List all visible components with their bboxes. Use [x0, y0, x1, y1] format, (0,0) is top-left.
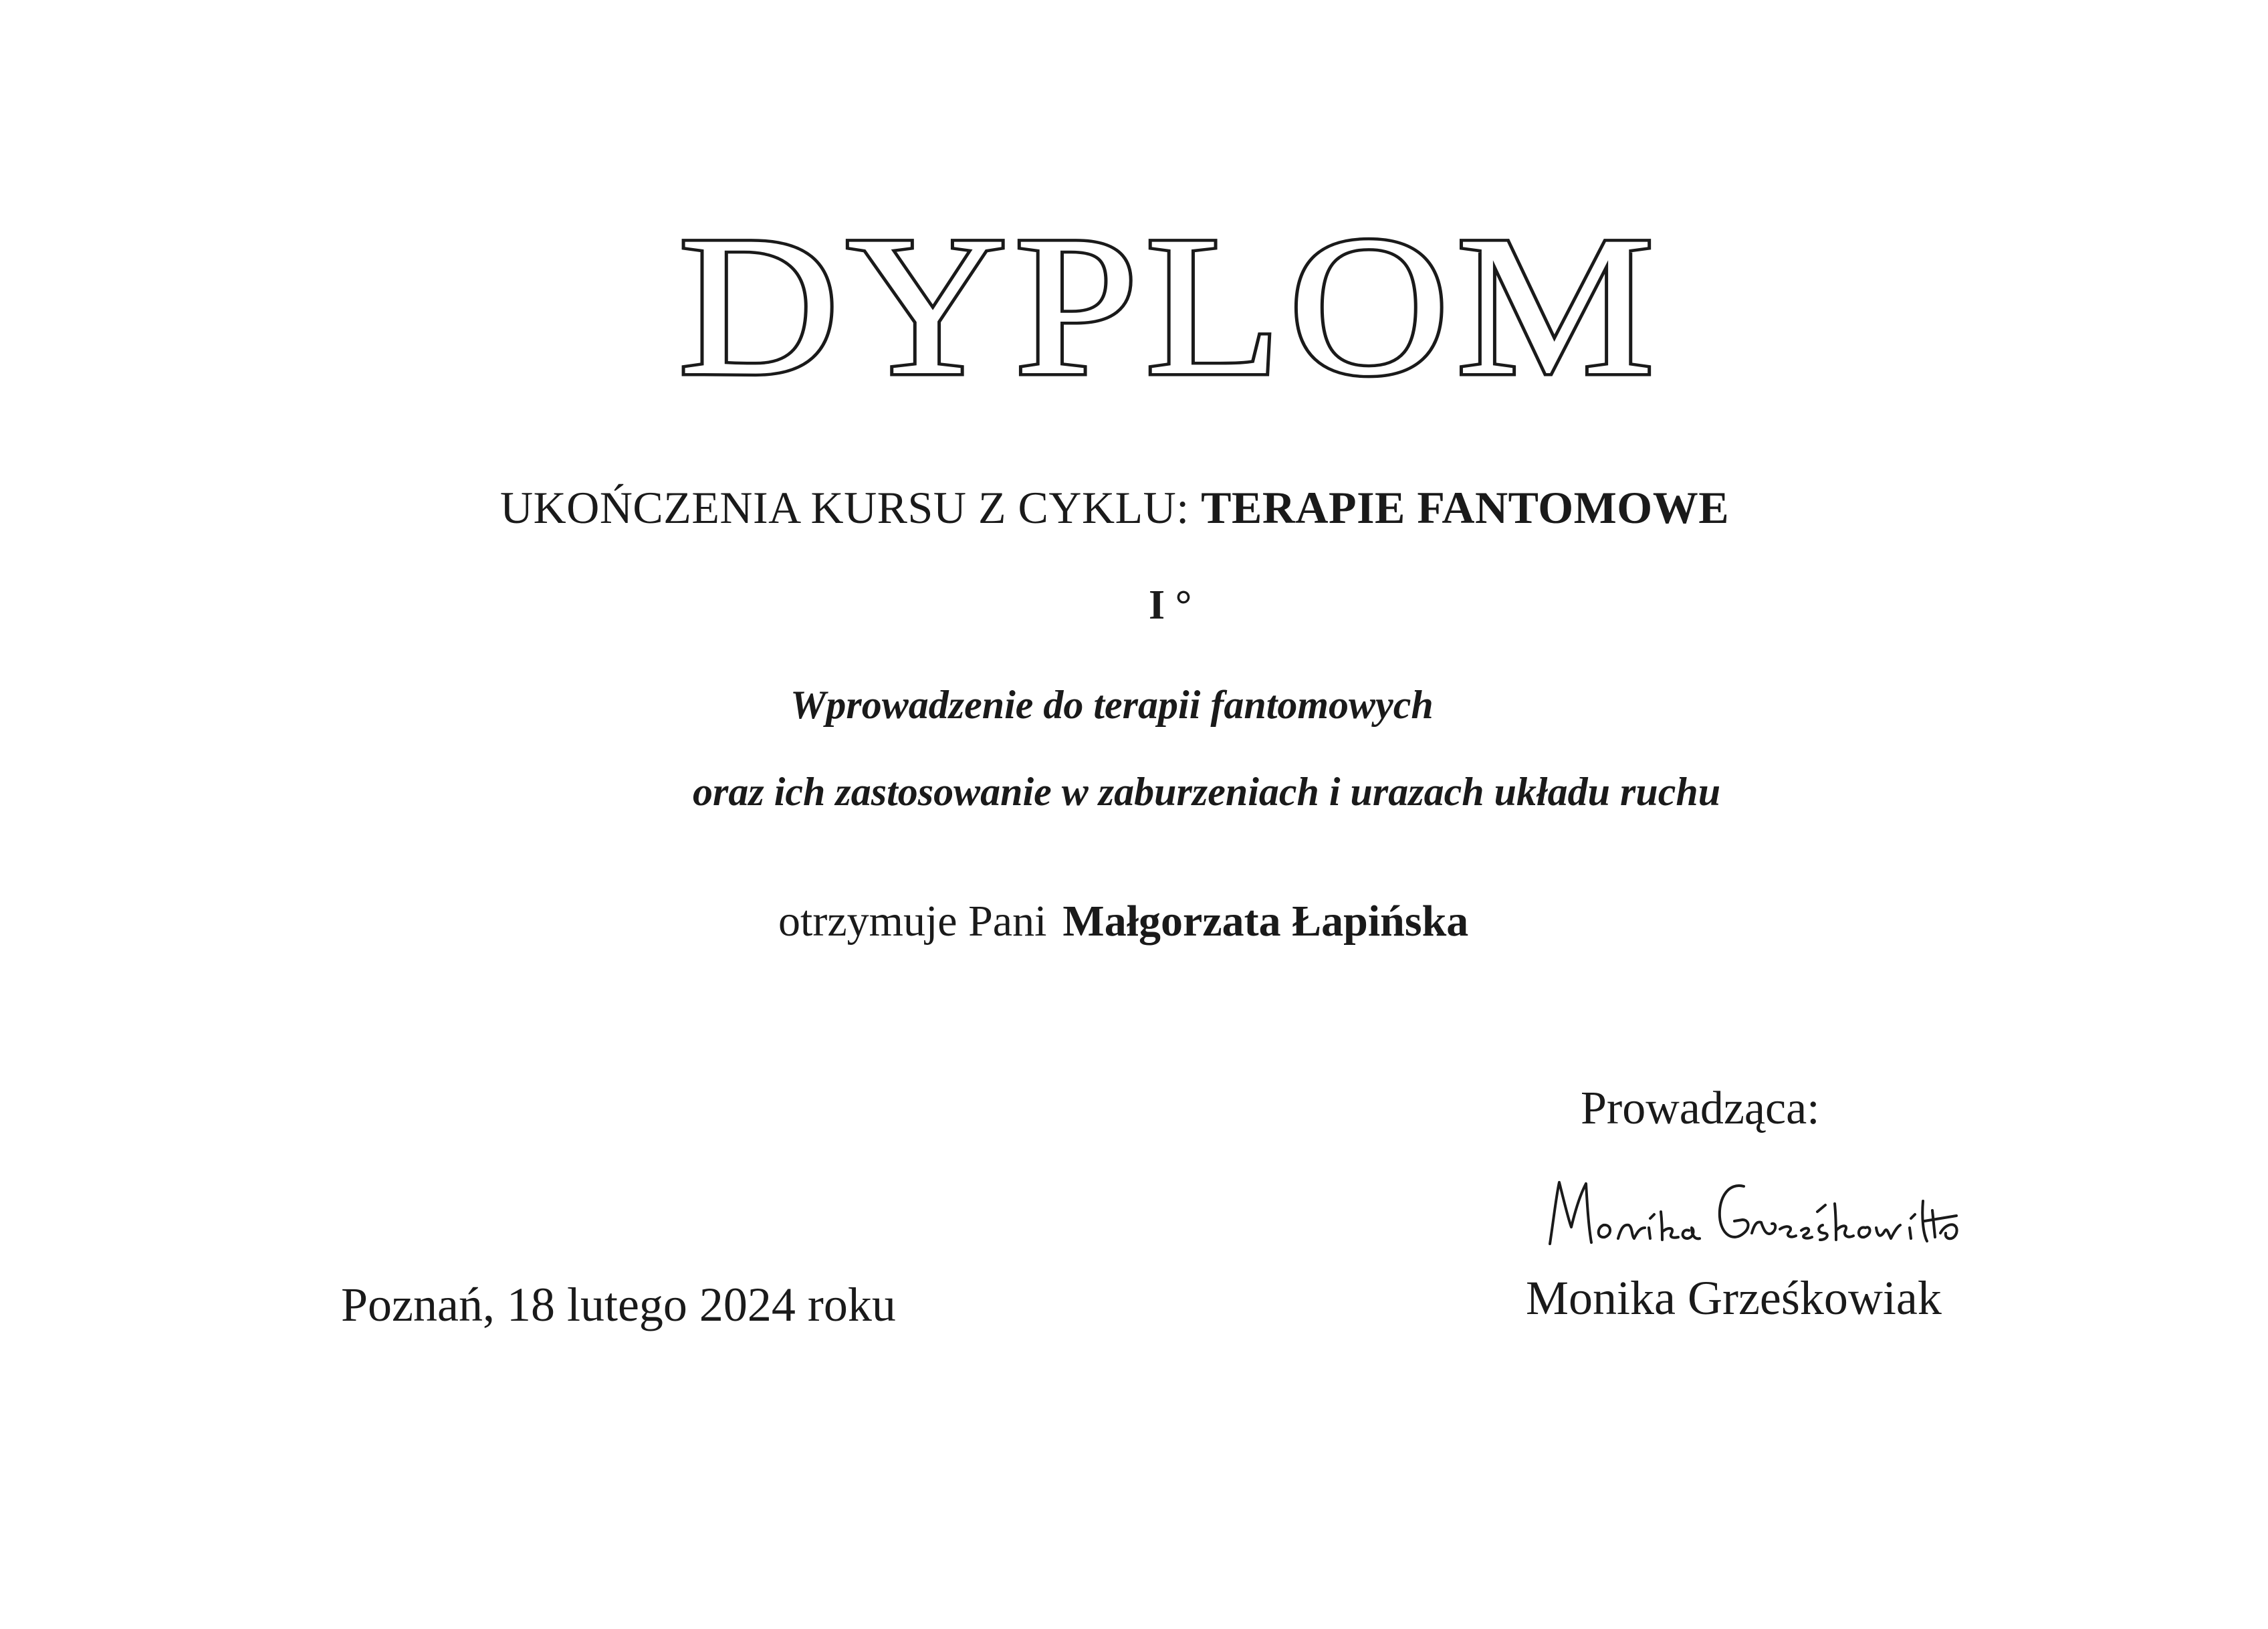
course-degree: I °	[1149, 582, 1192, 628]
leader-name: Monika Grześkowiak	[1526, 1271, 1942, 1325]
leader-label: Prowadząca:	[1581, 1083, 1820, 1134]
signature	[1531, 1164, 1986, 1264]
recipient-prefix: otrzymuje Pani	[778, 897, 1047, 946]
course-name: TERAPIE FANTOMOWE	[1201, 482, 1730, 533]
recipient-name: Małgorzata Łapińska	[1062, 897, 1469, 946]
place-and-date: Poznań, 18 lutego 2024 roku	[341, 1278, 896, 1331]
course-line	[500, 481, 1729, 534]
diploma-title	[675, 201, 1665, 401]
course-subtitle-line-2: oraz ich zastosowanie w zaburzeniach i urazach układu ruchu	[693, 770, 1721, 814]
course-prefix: UKOŃCZENIA KURSU Z CYKLU:	[500, 482, 1202, 533]
diploma-title-text: DYPLOM	[679, 201, 1662, 401]
recipient-line	[778, 896, 1468, 947]
course-subtitle-line-1: Wprowadzenie do terapii fantomowych	[790, 683, 1434, 727]
